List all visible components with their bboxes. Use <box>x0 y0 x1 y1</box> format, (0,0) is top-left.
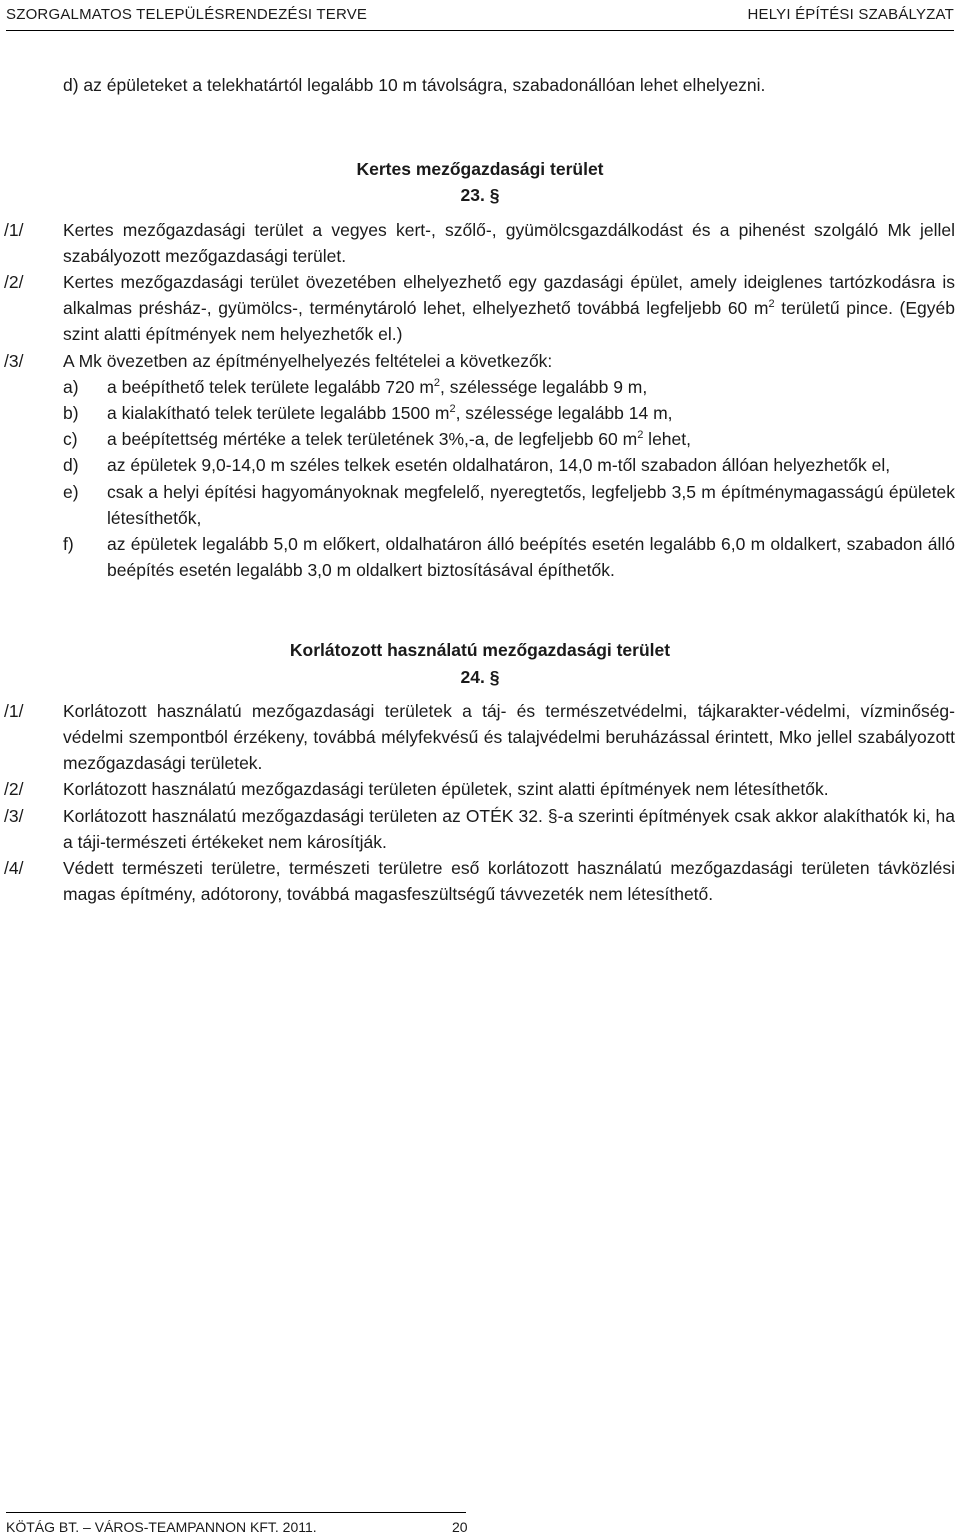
section-24-number: 24. § <box>460 666 500 687</box>
paragraph-text: Kertes mezőgazdasági terület övezetében elhelyezhető egy gazdasági épület, amely ideiglenes tartózkodásra is alkalmas présház-, gyümölcs-, terménytároló lehet, elhelyezhető továbbá legfeljebb 60 $m^2$ területű pince. (Egyéb szint alatti építmények nem helyezhetők el.) <box>63 272 956 345</box>
paragraph-number: /3/ <box>4 350 24 371</box>
paragraph-number: /3/ <box>4 805 24 826</box>
paragraph-23-1 <box>0 217 960 269</box>
intro-line: d) az épületeket a telekhatártól legalább 10 m távolságra, szabadonállóan lehet elhelyezni. <box>63 75 766 95</box>
paragraph-text: Korlátozott használatú mezőgazdasági területen épületek, szint alatti építmények nem létesíthetők. <box>63 779 829 800</box>
paragraph-text: Korlátozott használatú mezőgazdasági területek a táj- és természetvédelmi, tájkarakter-védelmi, vízminőség-védelmi szempontból érzékeny, továbbá mélyfekvésű és talajvédelmi beruházással érintett, Mko jellel szabályozott mezőgazdasági területek. <box>63 700 955 774</box>
paragraph-number: /2/ <box>4 272 24 293</box>
paragraph-24-3 <box>0 803 960 855</box>
conditions-list <box>63 374 955 584</box>
paragraph-number: /1/ <box>4 700 24 721</box>
paragraph-number: /2/ <box>4 779 24 800</box>
page-footer <box>6 1512 468 1535</box>
footer-credits: KÖTÁG BT. – VÁROS-TEAMPANNON KFT. 2011. <box>6 1519 317 1535</box>
list-item <box>63 479 955 531</box>
paragraph-23-3 <box>0 348 960 584</box>
list-item-text: csak a helyi építési hagyományoknak megfelelő, nyeregtetős, legfeljebb 3,5 m építménymagasságú épületek létesíthetők, <box>107 481 955 528</box>
list-item <box>63 374 955 400</box>
list-item <box>63 426 955 452</box>
paragraph-number: /4/ <box>4 858 24 879</box>
section-24-paragraphs <box>0 698 960 908</box>
paragraph-text: Kertes mezőgazdasági terület a vegyes kert-, szőlő-, gyümölcsgazdálkodást és a pihenést szolgáló Mk jellel szabályozott mezőgazdasági terület. <box>63 219 955 266</box>
list-item-text: az épületek 9,0-14,0 m széles telkek esetén oldalhatáron, 14,0 m-től szabadon állóan helyezhetők el, <box>107 455 891 476</box>
paragraph-24-4 <box>0 855 960 907</box>
list-item-letter: a) <box>63 376 79 397</box>
section-23-title: Kertes mezőgazdasági terület <box>356 159 604 180</box>
list-item <box>63 400 955 426</box>
document-body <box>0 72 960 907</box>
list-item-letter: f) <box>63 534 74 555</box>
list-item <box>63 452 955 478</box>
paragraph-number: /1/ <box>4 219 24 240</box>
list-item <box>63 531 955 583</box>
list-item-text: a beépíthető telek területe legalább 720 $m^2$, szélessége legalább 9 m, <box>107 376 648 397</box>
paragraph-text: A Mk övezetben az építményelhelyezés feltételei a következők: a) a beépíthető telek területe legalább 720 $m^2$, szélessége legalább 9 m, b) a kialakítható telek területe legalább 1500 $m^2$, szélessége legalább 14 m, c) a beépítettség mértéke a telek területének 3%,-a, de legfeljebb 60 $m^2$ lehet, d) az épületek 9,0-14,0 m széles telkek esetén oldalhatáron, 14,0 m-től szabadon állóan helyezhetők el, e) csak a helyi építési hagyományoknak megfelelő, nyeregtetős, legfeljebb 3,5 m építménymagasságú épületek létesíthetők, f) az épületek legalább 5,0 m előkert, oldalhatáron álló beépítés esetén legalább 6,0 m oldalkert, szabadon álló beépítés esetén legalább 3,0 m oldalkert biztosításával építhetők. <box>63 348 955 584</box>
list-item-text: a kialakítható telek területe legalább 1500 $m^2$, szélessége legalább 14 m, <box>107 403 673 424</box>
paragraph-24-2 <box>0 776 960 802</box>
list-item-letter: b) <box>63 403 79 424</box>
header-right-title: HELYI ÉPÍTÉSI SZABÁLYZAT <box>747 6 954 23</box>
page-header <box>6 0 954 31</box>
section-23-number: 23. § <box>460 185 500 206</box>
list-item-letter: e) <box>63 481 79 502</box>
list-item-letter: d) <box>63 455 79 476</box>
paragraph-text: Védett természeti területre, természeti területre eső korlátozott használatú mezőgazdasági területen távközlési magas építmény, adótorony, továbbá magasfeszültségű távvezeték nem létesíthető. <box>63 858 955 905</box>
section-24-title: Korlátozott használatú mezőgazdasági terület <box>289 640 671 661</box>
list-item-text: a beépítettség mértéke a telek területének 3%,-a, de legfeljebb 60 $m^2$ lehet, <box>107 429 691 450</box>
paragraph-23-2 <box>0 269 960 348</box>
list-item-letter: c) <box>63 429 78 450</box>
list-item-text: az épületek legalább 5,0 m előkert, oldalhatáron álló beépítés esetén legalább 6,0 m oldalkert, szabadon álló beépítés esetén legalább 3,0 m oldalkert biztosításával építhetők. <box>107 534 955 581</box>
page-number: 20 <box>452 1519 468 1535</box>
paragraph-text: Korlátozott használatú mezőgazdasági területen az OTÉK 32. §-a szerinti építmények csak akkor alakíthatók ki, ha a táji-természeti értékeket nem károsítják. <box>63 805 955 852</box>
header-left-title: SZORGALMATOS TELEPÜLÉSRENDEZÉSI TERVE <box>6 6 368 23</box>
paragraph-24-1 <box>0 698 960 777</box>
